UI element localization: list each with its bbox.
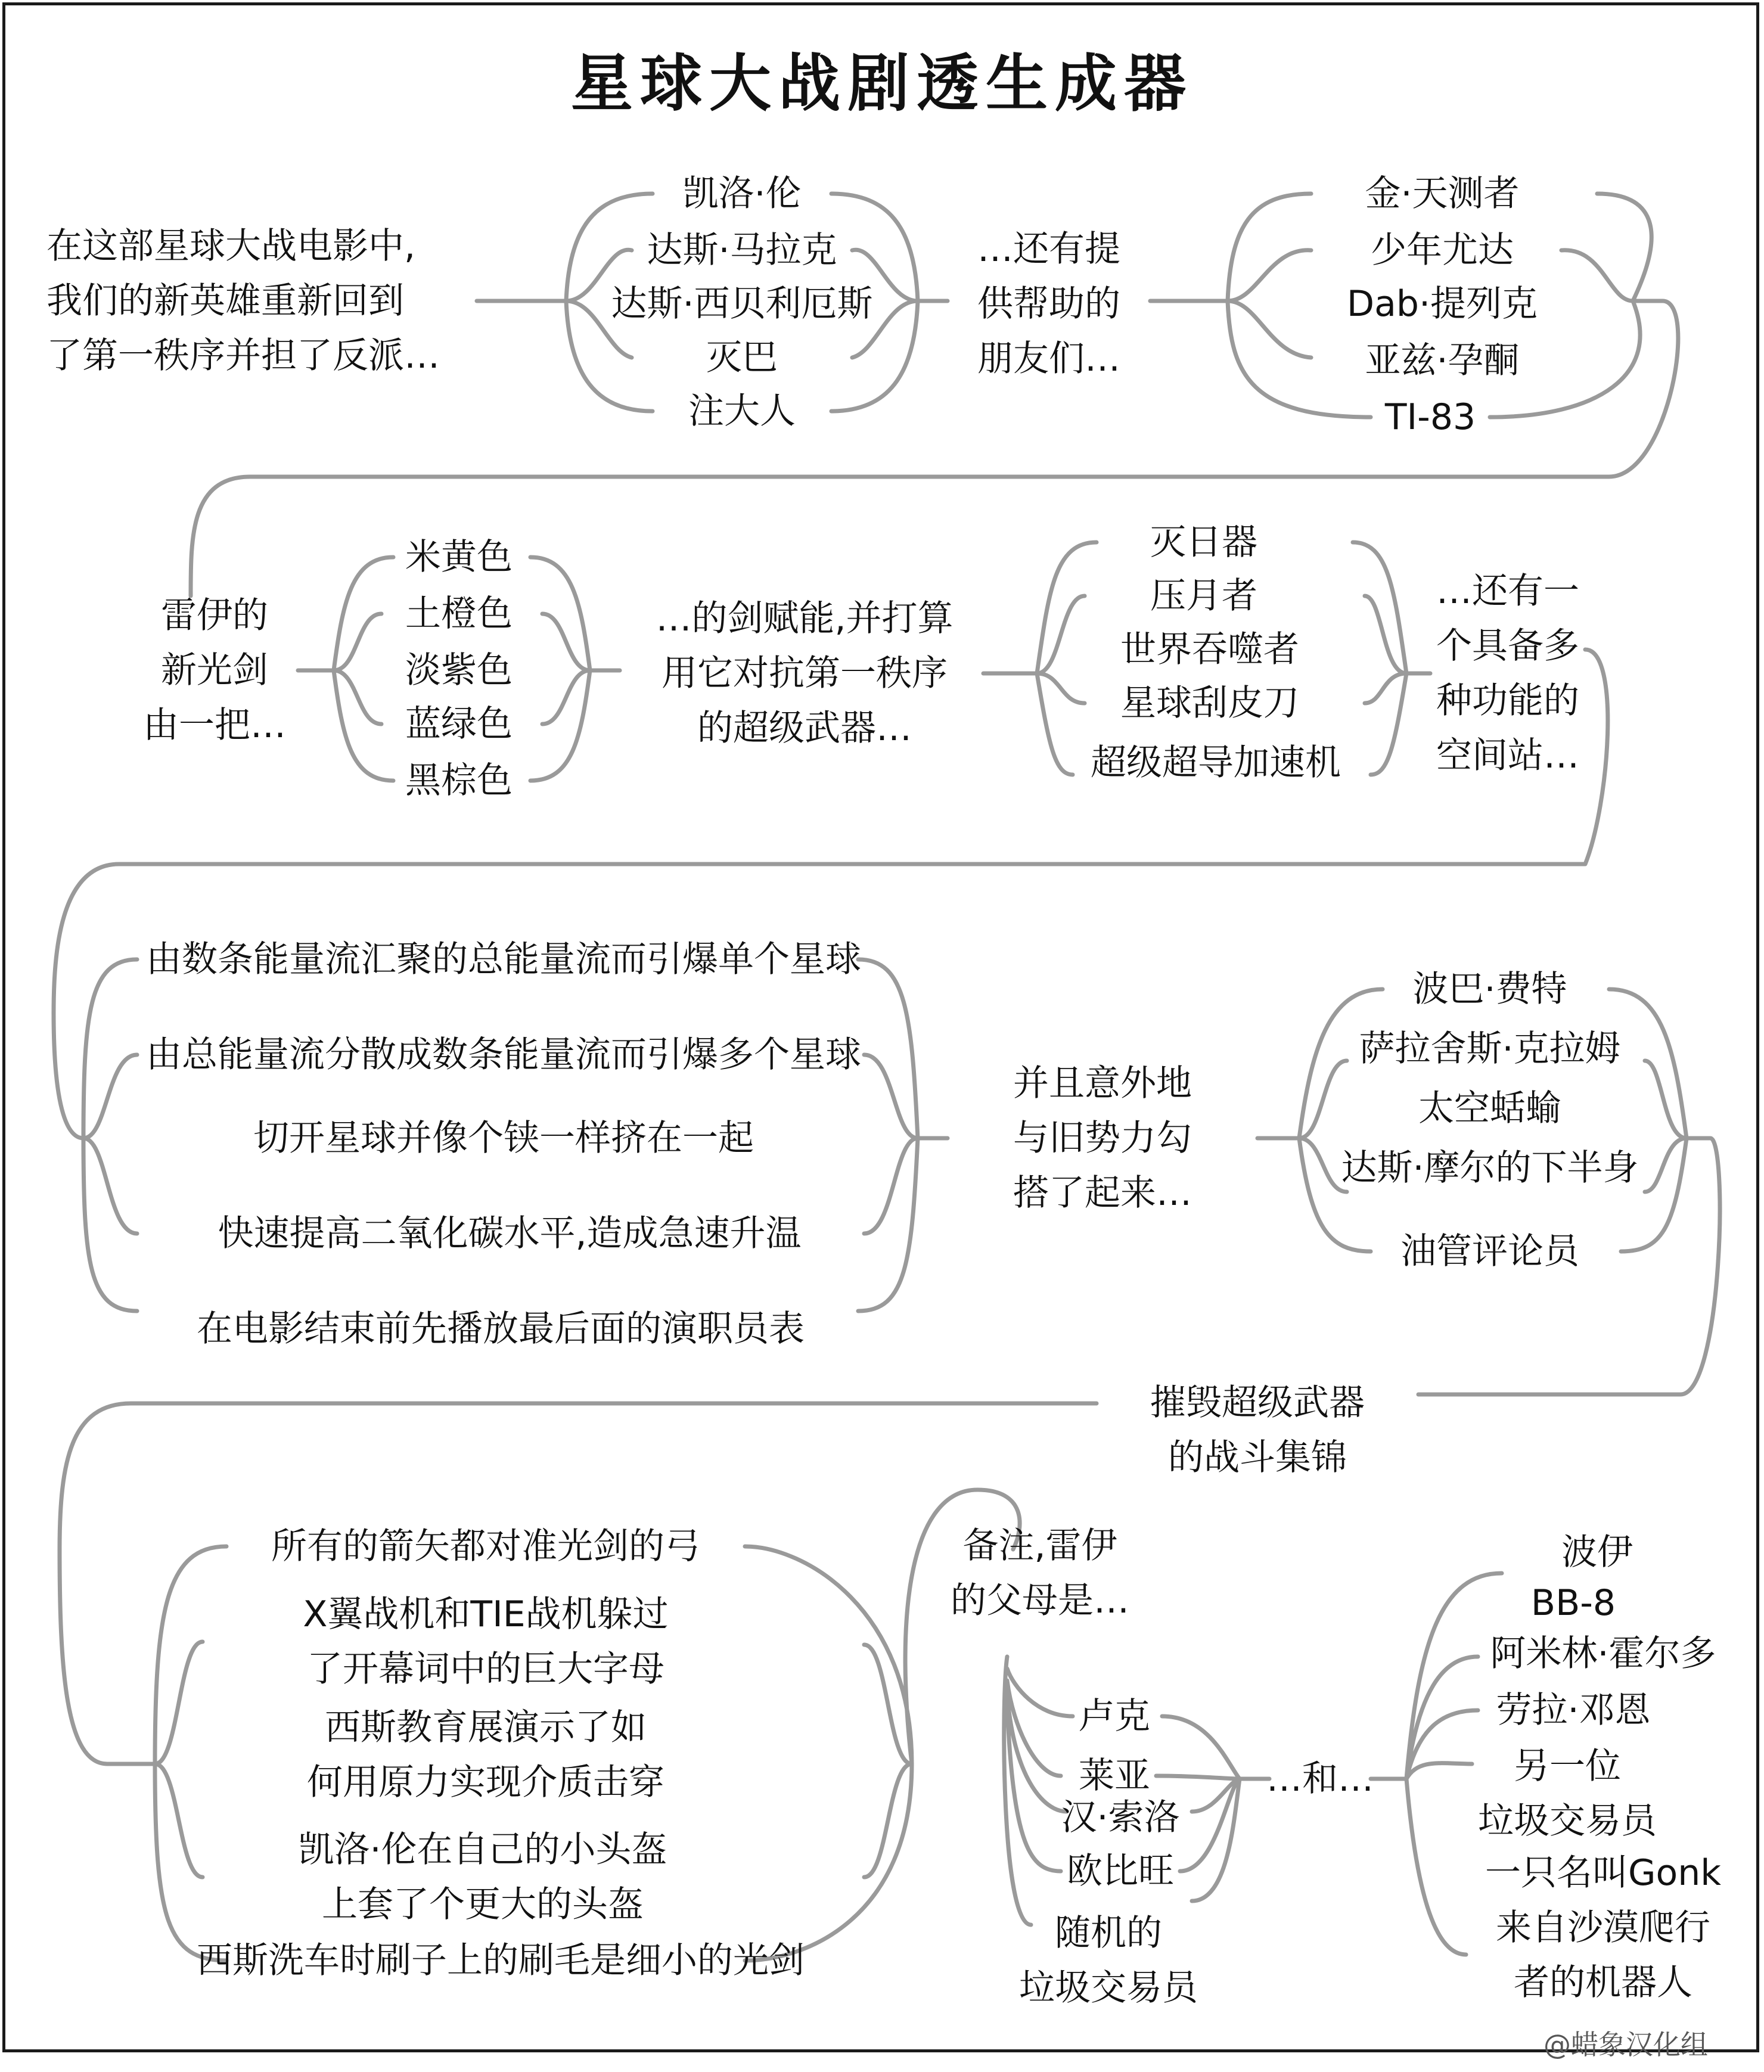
weapons-left-brace bbox=[983, 542, 1097, 775]
weapon-option: 星球刮皮刀 bbox=[1120, 682, 1299, 724]
weapon-option: 超级超导加速机 bbox=[1091, 742, 1341, 784]
parent2-option: 一只名叫Gonk 来自沙漠爬行 者的机器人 bbox=[1485, 1852, 1721, 2003]
methods-right-brace bbox=[858, 959, 948, 1311]
old-ally-option: 太空蛞蝓 bbox=[1418, 1088, 1561, 1129]
page-title: 星球大战剧透生成器 bbox=[570, 47, 1194, 120]
villain-option: 达斯·西贝利厄斯 bbox=[611, 283, 873, 325]
parent-option: 莱亚 bbox=[1079, 1755, 1150, 1797]
weapon-option: 世界吞噬者 bbox=[1120, 629, 1299, 670]
colors-left-brace bbox=[334, 557, 393, 781]
parent-option: 随机的 垃圾交易员 bbox=[1019, 1912, 1198, 2009]
destruction-method: 由数条能量流汇聚的总能量流而引爆单个星球 bbox=[146, 939, 861, 980]
parent-option: 卢克 bbox=[1079, 1695, 1150, 1737]
destruction-method: 由总能量流分散成数条能量流而引爆多个星球 bbox=[146, 1034, 861, 1076]
parent-option: 欧比旺 bbox=[1067, 1850, 1174, 1892]
parents-note-text: 备注,雷伊 的父母是… bbox=[951, 1525, 1129, 1621]
friend-option: 金·天测者 bbox=[1365, 173, 1520, 215]
and-connector-text: …和… bbox=[1266, 1758, 1374, 1800]
destruction-method: 在电影结束前先播放最后面的演职员表 bbox=[197, 1308, 805, 1350]
old-ally-option: 波巴·费特 bbox=[1412, 968, 1567, 1010]
color-option: 米黄色 bbox=[405, 536, 513, 578]
battle-scene: 西斯教育展演示了如 何用原力实现介质击穿 bbox=[307, 1707, 664, 1803]
friends-left-brace bbox=[1150, 194, 1371, 417]
parent2-option: BB-8 bbox=[1530, 1582, 1616, 1624]
intro-text: 在这部星球大战电影中, 我们的新英雄重新回到 了第一秩序并担了反派… bbox=[46, 225, 440, 377]
weapons-right-brace bbox=[1353, 542, 1430, 775]
methods-left-brace bbox=[83, 959, 137, 1311]
parent2-option: 波伊 bbox=[1561, 1532, 1633, 1573]
old-ally-option: 萨拉舍斯·克拉姆 bbox=[1359, 1028, 1621, 1070]
destruction-method: 快速提高二氧化碳水平,造成急速升温 bbox=[218, 1213, 802, 1254]
space-station-text: …还有一 个具备多 种功能的 空间站… bbox=[1436, 570, 1579, 776]
lightsaber-lead-text: 雷伊的 新光剑 由一把… bbox=[143, 595, 286, 746]
parent-option: 汉·索洛 bbox=[1061, 1797, 1180, 1838]
battle-scene: 凯洛·伦在自己的小头盔 上套了个更大的头盔 bbox=[298, 1829, 667, 1925]
weapon-option: 压月者 bbox=[1150, 575, 1257, 617]
parent2-option: 劳拉·邓恩 bbox=[1496, 1689, 1651, 1731]
color-option: 淡紫色 bbox=[405, 650, 513, 691]
friends-connector-text: …还有提 供帮助的 朋友们… bbox=[977, 228, 1120, 380]
destruction-method: 切开星球并像个铗一样挤在一起 bbox=[253, 1117, 754, 1159]
color-option: 蓝绿色 bbox=[405, 703, 513, 745]
villain-option: 注大人 bbox=[688, 390, 796, 432]
old-ally-option: 达斯·摩尔的下半身 bbox=[1341, 1147, 1639, 1189]
villain-option: 达斯·马拉克 bbox=[647, 229, 837, 271]
battle-scene: 西斯洗车时刷子上的刷毛是细小的光剑 bbox=[197, 1940, 805, 1981]
old-allies-connector-text: 并且意外地 与旧势力勾 搭了起来… bbox=[1013, 1063, 1192, 1214]
battle-left-brace bbox=[107, 1546, 226, 1961]
color-option: 土橙色 bbox=[405, 593, 513, 635]
weapon-connector-text: …的剑赋能,并打算 用它对抗第一秩序 的超级武器… bbox=[656, 598, 954, 749]
villain-option: 灭巴 bbox=[706, 337, 778, 378]
battle-montage-text: 摧毁超级武器 的战斗集锦 bbox=[1150, 1382, 1365, 1478]
colors-right-brace bbox=[530, 557, 620, 781]
friend-option: 亚兹·孕酮 bbox=[1365, 340, 1520, 381]
friend-option: 少年尤达 bbox=[1371, 229, 1514, 271]
parent2-option: 另一位 垃圾交易员 bbox=[1478, 1745, 1657, 1842]
old-ally-option: 油管评论员 bbox=[1400, 1231, 1579, 1272]
credit-watermark: @蜡象汉化组 bbox=[1544, 2028, 1708, 2061]
parent2-option: 阿米林·霍尔多 bbox=[1490, 1633, 1716, 1675]
villain-option: 凯洛·伦 bbox=[682, 173, 802, 215]
friend-option: Dab·提列克 bbox=[1346, 283, 1538, 325]
battle-scene: X翼战机和TIE战机躲过 了开幕词中的巨大字母 bbox=[303, 1593, 669, 1690]
battle-scene: 所有的箭矢都对准光剑的弓 bbox=[271, 1526, 700, 1567]
color-option: 黑棕色 bbox=[405, 760, 513, 802]
weapon-option: 灭日器 bbox=[1150, 521, 1257, 563]
friend-option: TI-83 bbox=[1384, 396, 1476, 438]
